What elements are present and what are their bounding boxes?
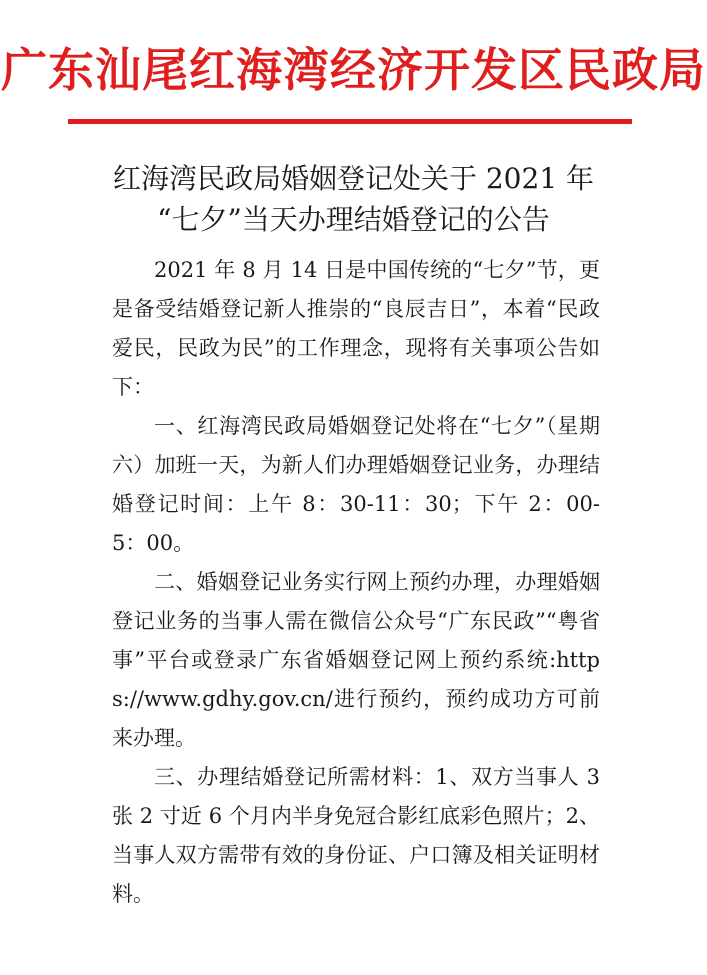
paragraph-item-2-reservation: 二、婚姻登记业务实行网上预约办理，办理婚姻登记业务的当事人需在微信公众号“广东民政”“粤省事”平台或登录广东省婚姻登记网上预约系统:https://www.gdhy.gov.cn/进行预约，预约成功方可前来办理。	[112, 570, 600, 750]
paragraph-intro: 2021 年 8 月 14 日是中国传统的“七夕”节，更是备受结婚登记新人推崇的“良辰吉日”，本着“民政爱民，民政为民”的工作理念，现将有关事项公告如下：	[112, 258, 600, 399]
letterhead-org-name: 广东汕尾红海湾经济开发区民政局	[1, 43, 706, 97]
document-title-line-2: “七夕”当天办理结婚登记的公告	[157, 203, 550, 236]
letterhead	[0, 40, 707, 100]
paragraph-item-1-schedule: 一、红海湾民政局婚姻登记处将在“七夕”（星期六）加班一天，为新人们办理婚姻登记业务，办理结婚登记时间：上午 8：30-11：30；下午 2：00-5：00。	[112, 414, 600, 555]
letterhead-red-rule	[68, 119, 632, 124]
document-body	[112, 251, 600, 914]
document-title	[60, 158, 647, 240]
paragraph-item-3-materials: 三、办理结婚登记所需材料：1、双方当事人 3 张 2 寸近 6 个月内半身免冠合影红底彩色照片；2、当事人双方需带有效的身份证、户口簿及相关证明材料。	[112, 765, 600, 906]
document-title-line-1: 红海湾民政局婚姻登记处关于 2021 年	[112, 162, 595, 195]
